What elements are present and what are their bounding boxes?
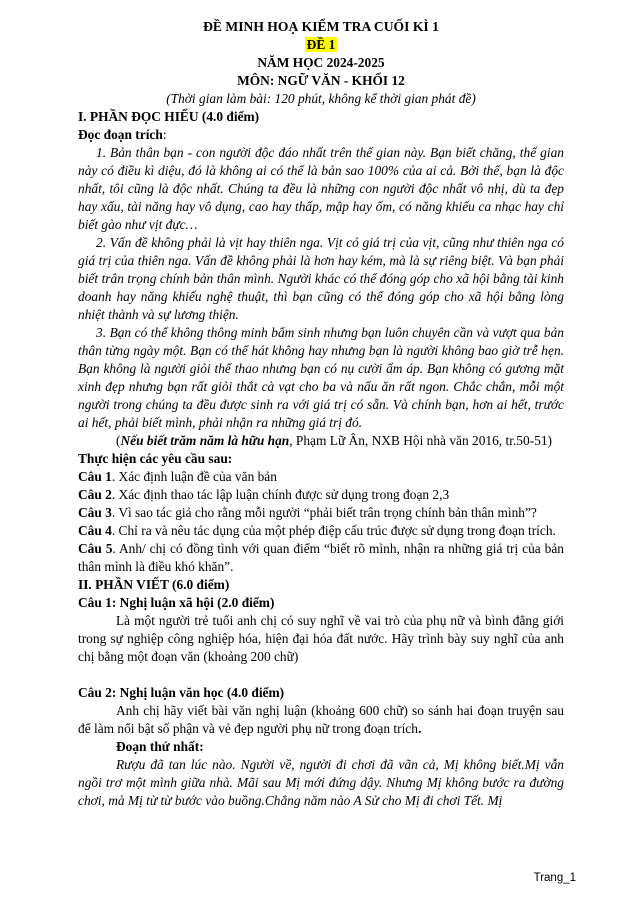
- passage1-label: Đoạn thứ nhất:: [116, 739, 204, 754]
- tasks-heading: Thực hiện các yêu cầu sau:: [78, 451, 233, 466]
- excerpt-paragraph-3: 3. Bạn có thể không thông minh bẩm sinh nhưng bạn luôn chuyên cần và vượt qua bản thân từng ngày một. Bạn có thể hát không hay nhưng bạn là người không bao giờ trễ hẹn. Bạn không là người giỏi thể thao nhưng bạn có nụ cười ấm áp. Bạn không có gương mặt xinh đẹp nhưng bạn rất giỏi thắt cà vạt cho ba và nấu ăn rất ngon. Chắc chắn, mỗi một người trong chúng ta đều được sinh ra với giá trị có sẵn. Và chính bạn, hơn ai hết, trước ai hết, phải biết mình, phải nhận ra những giá trị đó.: [78, 325, 564, 430]
- excerpt-colon: :: [162, 127, 167, 142]
- question-1: [78, 468, 564, 486]
- source-book-title: Nếu biết trăm năm là hữu hạn: [120, 433, 290, 448]
- question-text: . Xác định thao tác lập luận chính được sử dụng trong đoạn 2,3: [111, 487, 450, 502]
- source-details: , Phạm Lữ Ân, NXB Hội nhà văn 2016, tr.50-51): [289, 433, 552, 448]
- essay-q1-heading: Câu 1: Nghị luận xã hội (2.0 điểm): [78, 595, 275, 610]
- excerpt-label-line: [78, 126, 564, 144]
- question-3: [78, 504, 564, 522]
- exam-page: [78, 18, 564, 810]
- essay-q2-period: .: [417, 721, 422, 736]
- question-text: . Vì sao tác giả cho rằng mỗi người “phải biết trân trọng chính bản thân mình”?: [111, 505, 537, 520]
- question-4: [78, 522, 564, 540]
- excerpt-label: Đọc đoạn trích: [78, 127, 163, 142]
- part1-heading: I. PHẦN ĐỌC HIỂU (4.0 điểm): [78, 109, 260, 124]
- question-text: . Xác định luận đề của văn bản: [111, 469, 277, 484]
- question-label: Câu 5: [78, 541, 113, 556]
- essay-q2-body: Anh chị hãy viết bài văn nghị luận (khoảng 600 chữ) so sánh hai đoạn truyện sau để làm nổi bật số phận và vẻ đẹp người phụ nữ trong đoạn trích: [78, 703, 564, 736]
- question-text: . Chỉ ra và nêu tác dụng của một phép điệp cấu trúc được sử dụng trong đoạn trích.: [111, 523, 556, 538]
- essay-q2-heading: Câu 2: Nghị luận văn học (4.0 điểm): [78, 685, 285, 700]
- question-5: [78, 540, 564, 576]
- exam-title: ĐỀ MINH HOẠ KIỂM TRA CUỐI KÌ 1: [203, 19, 439, 34]
- question-label: Câu 2: [78, 487, 112, 502]
- source-open: (: [116, 433, 121, 448]
- question-label: Câu 1: [78, 469, 112, 484]
- school-year: NĂM HỌC 2024-2025: [257, 55, 385, 70]
- exam-code: [78, 36, 564, 54]
- excerpt-source: [78, 432, 564, 450]
- question-label: Câu 3: [78, 505, 112, 520]
- question-2: [78, 486, 564, 504]
- passage1-text: Rượu đã tan lúc nào. Người về, người đi chơi đã vãn cả, Mị không biết.Mị vẫn ngồi trơ một mình giữa nhà. Mãi sau Mị mới đứng dậy. Nhưng Mị không bước ra đường chơi, mà Mị từ từ bước vào buồng.Chẳng năm nào A Sử cho Mị đi chơi Tết. Mị: [78, 757, 564, 808]
- subject-line: MÔN: NGỮ VĂN - KHỐI 12: [237, 73, 405, 88]
- essay-q1-text: Là một người trẻ tuổi anh chị có suy nghĩ về vai trò của phụ nữ và bình đẳng giới trong sự nghiệp công nghiệp hóa, hiện đại hóa đất nước. Hãy trình bày suy nghĩ của anh chị bằng một đoạn văn (khoảng 200 chữ): [78, 613, 564, 664]
- exam-code-highlight: ĐỀ 1: [306, 37, 336, 52]
- essay-q2-text: [78, 702, 564, 738]
- part2-heading: II. PHẦN VIẾT (6.0 điểm): [78, 577, 230, 592]
- excerpt-paragraph-2: 2. Vấn đề không phải là vịt hay thiên nga. Vịt có giá trị của vịt, cũng như thiên nga có giá trị của thiên nga. Vấn đề không phải là hơn hay kém, mà là sự riêng biệt. Và bạn phải biết trân trọng chính bản thân mình. Người khác có thể đóng góp cho xã hội bằng tài kinh doanh hay năng khiếu nghệ thuật, thì bạn cũng có thể đóng góp cho xã hội bằng lòng nhiệt thành và sự lương thiện.: [78, 235, 564, 322]
- page-number: Trang_1: [533, 872, 576, 884]
- spacer: [78, 666, 564, 684]
- excerpt-paragraph-1: 1. Bản thân bạn - con người độc đáo nhất trên thế gian này. Bạn biết chăng, thế gian này có điều kì diệu, đó là không ai có thể là bản sao 100% của ai cả. Bởi thế, bạn là độc nhất, tôi cũng là độc nhất. Chúng ta đều là những con người độc nhất vô nhị, dù ta đẹp hay xấu, tài năng hay vô dụng, cao hay thấp, mập hay ốm, có năng khiếu ca nhạc hay chỉ biết gào như vịt đực…: [78, 145, 564, 232]
- time-note: (Thời gian làm bài: 120 phút, không kể thời gian phát đề): [166, 91, 476, 106]
- question-text: . Anh/ chị có đồng tình với quan điểm “biết rõ mình, nhận ra những giá trị của bản thân mình là điều khó khăn”.: [78, 541, 564, 574]
- question-label: Câu 4: [78, 523, 112, 538]
